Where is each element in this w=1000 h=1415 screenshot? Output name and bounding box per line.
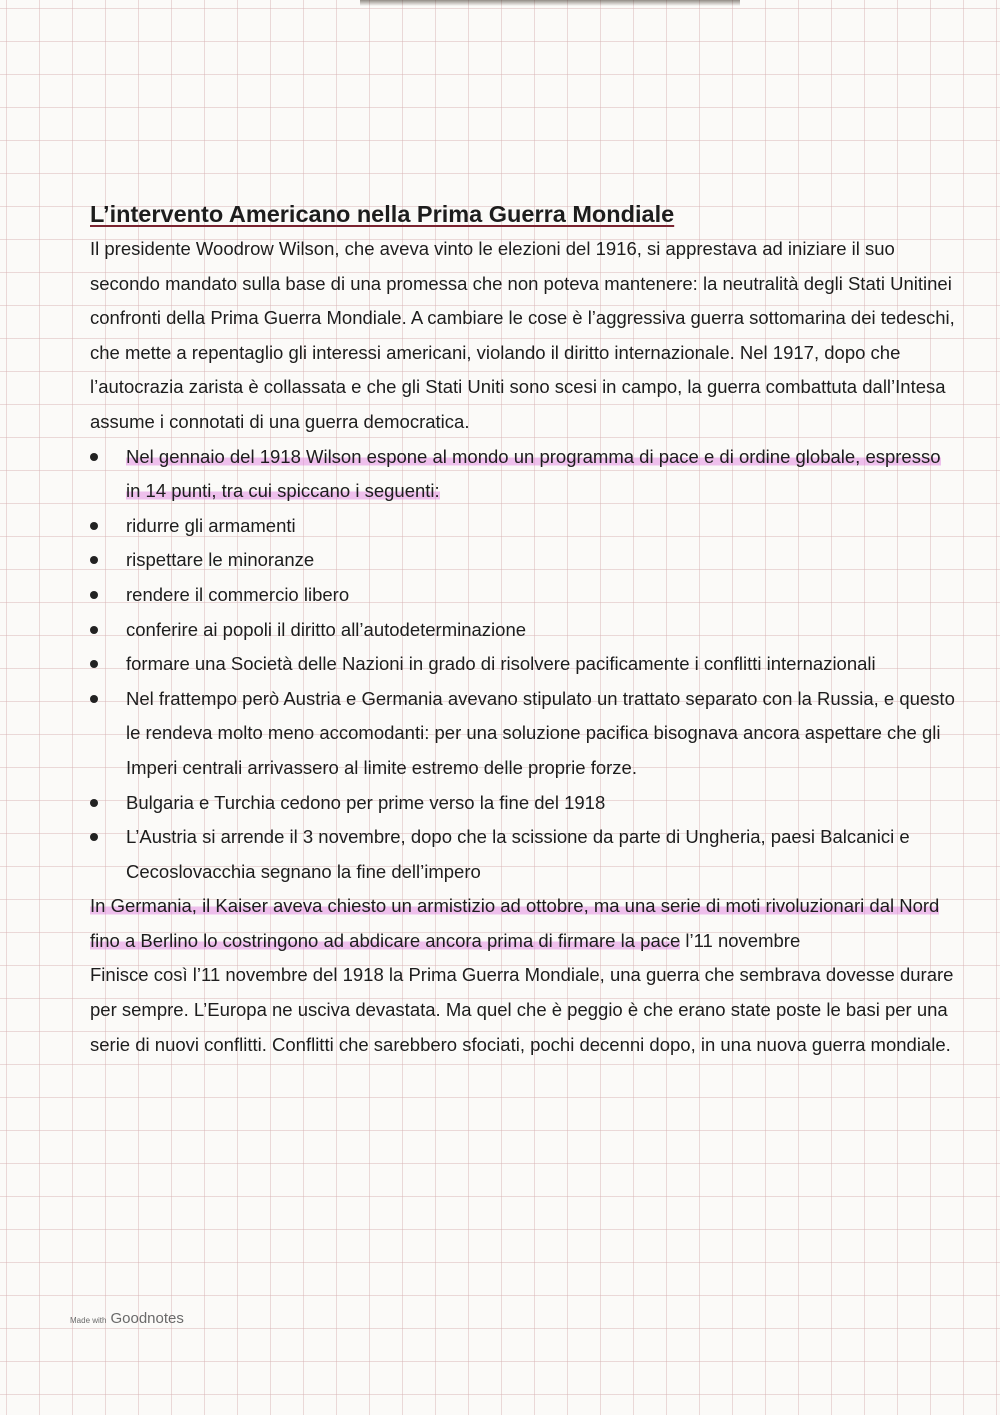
list-item-text: formare una Società delle Nazioni in grado di risolvere pacificamente i conflitti internazionali: [126, 653, 876, 675]
germany-paragraph: [90, 889, 960, 958]
goodnotes-watermark: [70, 1310, 184, 1328]
scan-shadow: [360, 0, 740, 6]
note-title: L’intervento Americano nella Prima Guerra Mondiale: [90, 201, 675, 227]
list-item: [90, 786, 960, 821]
list-item-text: Nel frattempo però Austria e Germania avevano stipulato un trattato separato con la Russia, e questo le rendeva molto meno accomodanti: per una soluzione pacifica bisognava ancora aspettare che gli Imperi centrali arrivassero al limite estremo delle proprie forze.: [126, 687, 955, 778]
list-item-text: conferire ai popoli il diritto all’autodeterminazione: [126, 618, 527, 640]
note-content: [90, 198, 960, 1062]
brand-label: Goodnotes: [110, 1310, 184, 1327]
conclusion-paragraph: Finisce così l’11 novembre del 1918 la Prima Guerra Mondiale, una guerra che sembrava dovesse durare per sempre. L’Europa ne usciva devastata. Ma quel che è peggio è che erano state poste le basi per una serie di nuovi conflitti. Conflitti che sarebbero sfociati, pochi decenni dopo, in una nuova guerra mondiale.: [90, 964, 954, 1055]
intro-paragraph: Il presidente Woodrow Wilson, che aveva vinto le elezioni del 1916, si apprestava ad iniziare il suo secondo mandato sulla base di una promessa che non poteva mantenere: la neutralità degli Stati Unitinei confronti della Prima Guerra Mondiale. A cambiare le cose è l’aggressiva guerra sottomarina dei tedeschi, che mette a repentaglio gli interessi americani, violando il diritto internazionale. Nel 1917, dopo che l’autocrazia zarista è collassata e che gli Stati Uniti sono scesi in campo, la guerra combattuta dall’Intesa assume i connotati di una guerra democratica.: [90, 238, 955, 432]
list-item: [90, 578, 960, 613]
germany-rest-text: l’11 novembre: [680, 929, 801, 951]
list-item: [90, 647, 960, 682]
list-item-text: rendere il commercio libero: [126, 583, 350, 605]
list-item-text: Bulgaria e Turchia cedono per prime verso la fine del 1918: [126, 791, 606, 813]
list-item-text: L’Austria si arrende il 3 novembre, dopo che la scissione da parte di Ungheria, paesi Balcanici e Cecoslovacchia segnano la fine dell’impero: [126, 826, 910, 882]
bullet-list: [90, 440, 960, 890]
list-item: [90, 820, 960, 889]
list-item-text: ridurre gli armamenti: [126, 514, 296, 536]
list-item: [90, 509, 960, 544]
list-item: [90, 440, 960, 509]
list-item-text: rispettare le minoranze: [126, 549, 315, 571]
list-item: [90, 543, 960, 578]
list-item: [90, 613, 960, 648]
germany-highlighted-text: In Germania, il Kaiser aveva chiesto un armistizio ad ottobre, ma una serie di moti rivoluzionari dal Nord fino a Berlino lo costringono ad abdicare ancora prima di firmare la pace: [90, 895, 940, 951]
list-item-text: Nel gennaio del 1918 Wilson espone al mondo un programma di pace e di ordine globale, espresso in 14 punti, tra cui spiccano i seguenti:: [126, 445, 941, 502]
list-item: [90, 682, 960, 786]
made-with-label: Made with: [70, 1316, 107, 1325]
